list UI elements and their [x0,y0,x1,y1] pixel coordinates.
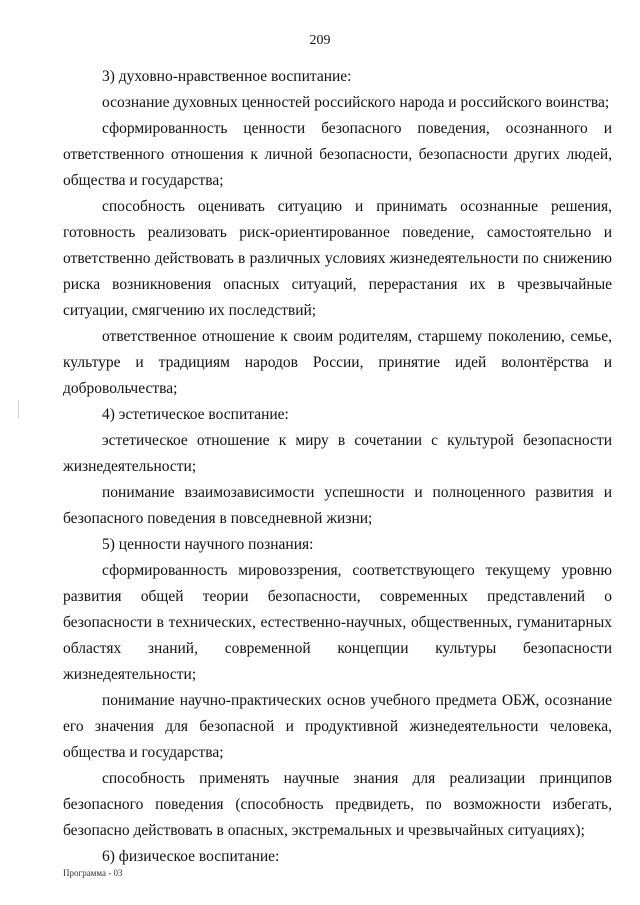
scan-edge-mark [18,400,19,418]
paragraph-responsible-attitude: ответственное отношение к своим родителям, старшему поколению, семье, культуре и традициям народов России, принятие идей волонтёрства и добровольчества; [63,328,612,397]
paragraph-interdependence: понимание взаимозависимости успешности и полноценного развития и безопасного поведения в повседневной жизни; [63,484,612,527]
document-body [63,64,612,870]
page-number: 209 [309,33,331,48]
heading-scientific-knowledge: 5) ценности научного познания: [102,536,314,553]
heading-spiritual-moral-education: 3) духовно-нравственное воспитание: [102,68,352,85]
paragraph-worldview: сформированность мировоззрения, соответствующего текущему уровню развития общей теории безопасности, современных представлений о безопасности в технических, естественно-научных, общественных, гуманитарных областях знаний, современной концепции культуры безопасности жизнедеятельности; [63,562,612,683]
paragraph-obzh-understanding: понимание научно-практических основ учебного предмета ОБЖ, осознание его значения для безопасной и продуктивной жизнедеятельности человека, общества и государства; [63,692,612,761]
paragraph-spiritual-values: осознание духовных ценностей российского народа и российского воинства; [102,94,610,111]
paragraph-safe-behavior-value: сформированность ценности безопасного поведения, осознанного и ответственного отношения к личной безопасности, безопасности других людей, общества и государства; [63,120,612,189]
heading-physical-education: 6) физическое воспитание: [102,848,280,865]
paragraph-situation-assessment: способность оценивать ситуацию и принимать осознанные решения, готовность реализовать риск-ориентированное поведение, самостоятельно и ответственно действовать в различных условиях жизнедеятельности по снижению риска возникновения опасных ситуаций, перерастания их в чрезвычайные ситуации, смягчению их последствий; [63,198,612,319]
heading-aesthetic-education: 4) эстетическое воспитание: [102,406,289,423]
paragraph-aesthetic-attitude: эстетическое отношение к миру в сочетании с культурой безопасности жизнедеятельности; [63,432,612,475]
footer-program-label: Программа - 03 [63,868,123,878]
paragraph-applying-knowledge: способность применять научные знания для реализации принципов безопасного поведения (способность предвидеть, по возможности избегать, безопасно действовать в опасных, экстремальных и чрезвычайных ситуациях); [63,770,612,839]
